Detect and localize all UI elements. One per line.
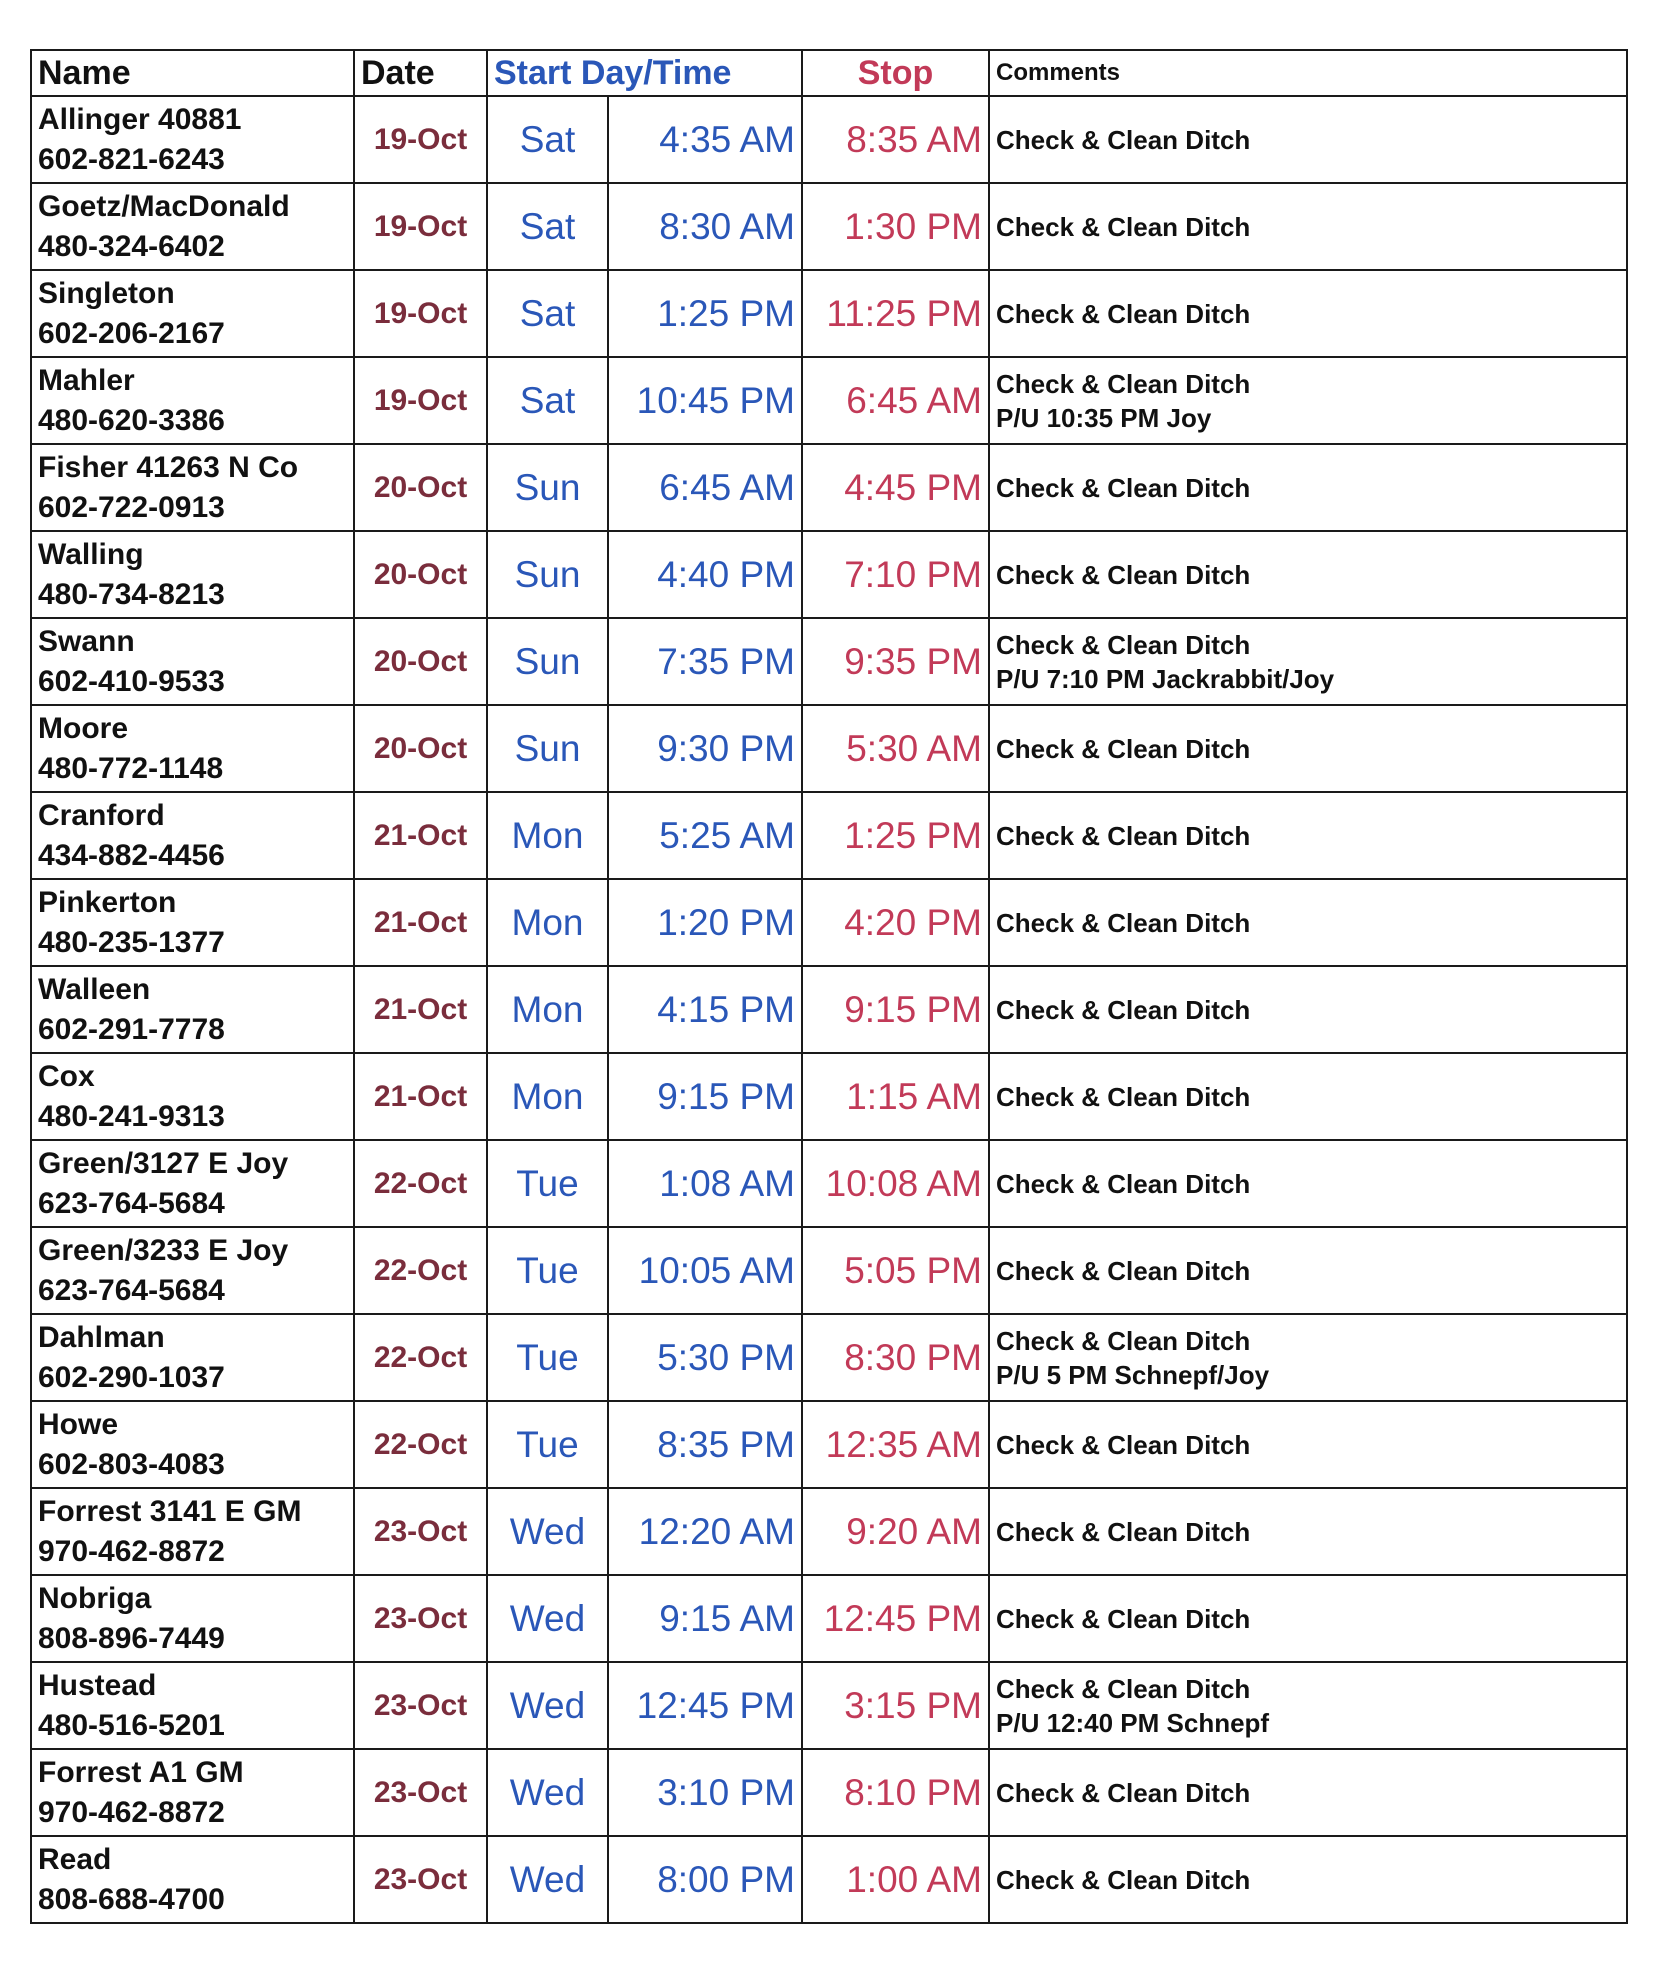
- date-cell: 22-Oct: [354, 1140, 487, 1227]
- customer-phone: 480-241-9313: [38, 1099, 225, 1133]
- stop-time-cell: 11:25 PM: [802, 270, 989, 357]
- start-time-cell: 10:45 PM: [608, 357, 802, 444]
- comment-text: Check & Clean Ditch: [996, 559, 1251, 590]
- stop-time-cell: 9:20 AM: [802, 1488, 989, 1575]
- comment-text: Check & Clean Ditch: [996, 1325, 1251, 1356]
- name-cell: [31, 618, 354, 705]
- pickup-note: P/U 12:40 PM Schnepf: [996, 1707, 1270, 1738]
- comment-text: Check & Clean Ditch: [996, 124, 1251, 155]
- stop-time-cell: 9:35 PM: [802, 618, 989, 705]
- table-row: [31, 444, 1627, 531]
- table-row: [31, 1140, 1627, 1227]
- table-row: [31, 792, 1627, 879]
- comments-cell: [989, 1314, 1627, 1401]
- stop-time-cell: 12:35 AM: [802, 1401, 989, 1488]
- stop-time-cell: 8:35 AM: [802, 96, 989, 183]
- date-cell: 22-Oct: [354, 1401, 487, 1488]
- start-day-cell: Wed: [487, 1749, 608, 1836]
- name-cell: [31, 444, 354, 531]
- stop-time-cell: 1:30 PM: [802, 183, 989, 270]
- customer-phone: 602-722-0913: [38, 490, 225, 524]
- name-cell: [31, 1227, 354, 1314]
- customer-phone: 434-882-4456: [38, 838, 225, 872]
- table-row: [31, 1314, 1627, 1401]
- start-day-cell: Mon: [487, 966, 608, 1053]
- customer-name: Singleton: [38, 276, 175, 310]
- customer-name: Cox: [38, 1059, 95, 1093]
- comments-cell: [989, 1749, 1627, 1836]
- start-time-cell: 7:35 PM: [608, 618, 802, 705]
- name-cell: [31, 270, 354, 357]
- comment-text: Check & Clean Ditch: [996, 1673, 1251, 1704]
- name-cell: [31, 705, 354, 792]
- table-row: [31, 1575, 1627, 1662]
- start-day-cell: Wed: [487, 1488, 608, 1575]
- comment-text: Check & Clean Ditch: [996, 368, 1251, 399]
- header-row: [31, 50, 1627, 96]
- column-header-name: Name: [31, 50, 354, 96]
- start-time-cell: 4:15 PM: [608, 966, 802, 1053]
- customer-phone: 623-764-5684: [38, 1186, 225, 1220]
- start-time-cell: 9:30 PM: [608, 705, 802, 792]
- customer-name: Goetz/MacDonald: [38, 189, 290, 223]
- pickup-note: P/U 10:35 PM Joy: [996, 402, 1212, 433]
- customer-phone: 602-803-4083: [38, 1447, 225, 1481]
- start-day-cell: Mon: [487, 879, 608, 966]
- stop-time-cell: 4:20 PM: [802, 879, 989, 966]
- stop-time-cell: 4:45 PM: [802, 444, 989, 531]
- customer-phone: 480-772-1148: [38, 751, 224, 785]
- start-day-cell: Sun: [487, 705, 608, 792]
- date-cell: 23-Oct: [354, 1749, 487, 1836]
- date-cell: 19-Oct: [354, 96, 487, 183]
- start-time-cell: 8:00 PM: [608, 1836, 802, 1923]
- comments-cell: [989, 966, 1627, 1053]
- date-cell: 21-Oct: [354, 792, 487, 879]
- start-time-cell: 6:45 AM: [608, 444, 802, 531]
- start-time-cell: 4:40 PM: [608, 531, 802, 618]
- table-row: [31, 183, 1627, 270]
- start-day-cell: Tue: [487, 1140, 608, 1227]
- start-time-cell: 8:30 AM: [608, 183, 802, 270]
- comment-text: Check & Clean Ditch: [996, 472, 1251, 503]
- stop-time-cell: 1:25 PM: [802, 792, 989, 879]
- stop-time-cell: 8:10 PM: [802, 1749, 989, 1836]
- stop-time-cell: 8:30 PM: [802, 1314, 989, 1401]
- start-time-cell: 1:08 AM: [608, 1140, 802, 1227]
- name-cell: [31, 1662, 354, 1749]
- start-day-cell: Mon: [487, 792, 608, 879]
- table-row: [31, 1749, 1627, 1836]
- comment-text: Check & Clean Ditch: [996, 1864, 1251, 1895]
- date-cell: 22-Oct: [354, 1227, 487, 1314]
- name-cell: [31, 1836, 354, 1923]
- customer-phone: 480-235-1377: [38, 925, 225, 959]
- name-cell: [31, 96, 354, 183]
- comments-cell: [989, 705, 1627, 792]
- comment-text: Check & Clean Ditch: [996, 907, 1251, 938]
- start-time-cell: 9:15 PM: [608, 1053, 802, 1140]
- date-cell: 19-Oct: [354, 357, 487, 444]
- start-time-cell: 5:25 AM: [608, 792, 802, 879]
- table-header: [31, 50, 1627, 96]
- comments-cell: [989, 96, 1627, 183]
- customer-phone: 808-896-7449: [38, 1621, 225, 1655]
- comment-text: Check & Clean Ditch: [996, 1081, 1251, 1112]
- comment-text: Check & Clean Ditch: [996, 1603, 1251, 1634]
- table-row: [31, 531, 1627, 618]
- start-day-cell: Sat: [487, 270, 608, 357]
- start-day-cell: Tue: [487, 1401, 608, 1488]
- customer-phone: 623-764-5684: [38, 1273, 225, 1307]
- date-cell: 22-Oct: [354, 1314, 487, 1401]
- customer-name: Green/3233 E Joy: [38, 1233, 289, 1267]
- table-row: [31, 357, 1627, 444]
- date-cell: 23-Oct: [354, 1575, 487, 1662]
- date-cell: 23-Oct: [354, 1836, 487, 1923]
- comments-cell: [989, 1836, 1627, 1923]
- name-cell: [31, 1749, 354, 1836]
- stop-time-cell: 1:15 AM: [802, 1053, 989, 1140]
- comments-cell: [989, 792, 1627, 879]
- comments-cell: [989, 357, 1627, 444]
- stop-time-cell: 6:45 AM: [802, 357, 989, 444]
- customer-phone: 480-734-8213: [38, 577, 225, 611]
- date-cell: 21-Oct: [354, 1053, 487, 1140]
- start-day-cell: Sat: [487, 357, 608, 444]
- start-day-cell: Sun: [487, 618, 608, 705]
- table-row: [31, 1053, 1627, 1140]
- name-cell: [31, 1401, 354, 1488]
- customer-name: Forrest A1 GM: [38, 1755, 244, 1789]
- name-cell: [31, 792, 354, 879]
- table-body: [31, 96, 1627, 1923]
- start-day-cell: Wed: [487, 1662, 608, 1749]
- customer-name: Forrest 3141 E GM: [38, 1494, 302, 1528]
- customer-name: Walling: [38, 537, 144, 571]
- comments-cell: [989, 1575, 1627, 1662]
- start-day-cell: Tue: [487, 1227, 608, 1314]
- start-time-cell: 5:30 PM: [608, 1314, 802, 1401]
- comments-cell: [989, 1053, 1627, 1140]
- stop-time-cell: 10:08 AM: [802, 1140, 989, 1227]
- customer-phone: 602-821-6243: [38, 142, 225, 176]
- comments-cell: [989, 531, 1627, 618]
- customer-name: Pinkerton: [38, 885, 177, 919]
- table-row: [31, 705, 1627, 792]
- comment-text: Check & Clean Ditch: [996, 211, 1251, 242]
- name-cell: [31, 966, 354, 1053]
- stop-time-cell: 1:00 AM: [802, 1836, 989, 1923]
- pickup-note: P/U 7:10 PM Jackrabbit/Joy: [996, 663, 1335, 694]
- name-cell: [31, 879, 354, 966]
- stop-time-cell: 7:10 PM: [802, 531, 989, 618]
- customer-phone: 602-206-2167: [38, 316, 225, 350]
- stop-time-cell: 3:15 PM: [802, 1662, 989, 1749]
- customer-phone: 480-620-3386: [38, 403, 225, 437]
- column-header-start: Start Day/Time: [487, 50, 802, 96]
- stop-time-cell: 9:15 PM: [802, 966, 989, 1053]
- customer-phone: 808-688-4700: [38, 1882, 225, 1916]
- comments-cell: [989, 1488, 1627, 1575]
- name-cell: [31, 183, 354, 270]
- start-time-cell: 12:20 AM: [608, 1488, 802, 1575]
- start-day-cell: Wed: [487, 1836, 608, 1923]
- comments-cell: [989, 618, 1627, 705]
- date-cell: 20-Oct: [354, 705, 487, 792]
- customer-name: Mahler: [38, 363, 135, 397]
- pickup-note: P/U 5 PM Schnepf/Joy: [996, 1359, 1270, 1390]
- customer-name: Fisher 41263 N Co: [38, 450, 299, 484]
- customer-phone: 480-516-5201: [38, 1708, 225, 1742]
- stop-time-cell: 12:45 PM: [802, 1575, 989, 1662]
- customer-phone: 970-462-8872: [38, 1534, 225, 1568]
- customer-name: Allinger 40881: [38, 102, 242, 136]
- name-cell: [31, 1314, 354, 1401]
- start-time-cell: 4:35 AM: [608, 96, 802, 183]
- customer-phone: 602-290-1037: [38, 1360, 225, 1394]
- date-cell: 20-Oct: [354, 444, 487, 531]
- start-day-cell: Sun: [487, 531, 608, 618]
- start-time-cell: 12:45 PM: [608, 1662, 802, 1749]
- comment-text: Check & Clean Ditch: [996, 994, 1251, 1025]
- column-header-comments: Comments: [989, 50, 1627, 96]
- start-day-cell: Wed: [487, 1575, 608, 1662]
- table-row: [31, 1401, 1627, 1488]
- table-row: [31, 1488, 1627, 1575]
- customer-phone: 480-324-6402: [38, 229, 225, 263]
- comment-text: Check & Clean Ditch: [996, 733, 1251, 764]
- column-header-date: Date: [354, 50, 487, 96]
- date-cell: 23-Oct: [354, 1488, 487, 1575]
- customer-phone: 602-410-9533: [38, 664, 225, 698]
- comment-text: Check & Clean Ditch: [996, 820, 1251, 851]
- column-header-stop: Stop: [802, 50, 989, 96]
- customer-phone: 970-462-8872: [38, 1795, 225, 1829]
- start-time-cell: 1:20 PM: [608, 879, 802, 966]
- name-cell: [31, 1575, 354, 1662]
- table-row: [31, 879, 1627, 966]
- start-time-cell: 3:10 PM: [608, 1749, 802, 1836]
- comment-text: Check & Clean Ditch: [996, 1168, 1251, 1199]
- customer-name: Moore: [38, 711, 128, 745]
- name-cell: [31, 1140, 354, 1227]
- date-cell: 19-Oct: [354, 183, 487, 270]
- date-cell: 23-Oct: [354, 1662, 487, 1749]
- start-time-cell: 10:05 AM: [608, 1227, 802, 1314]
- start-time-cell: 9:15 AM: [608, 1575, 802, 1662]
- start-day-cell: Mon: [487, 1053, 608, 1140]
- table-row: [31, 1662, 1627, 1749]
- start-day-cell: Sat: [487, 96, 608, 183]
- comment-text: Check & Clean Ditch: [996, 1777, 1251, 1808]
- comment-text: Check & Clean Ditch: [996, 629, 1251, 660]
- table-row: [31, 1227, 1627, 1314]
- customer-name: Howe: [38, 1407, 119, 1441]
- table-row: [31, 618, 1627, 705]
- name-cell: [31, 1053, 354, 1140]
- table-row: [31, 270, 1627, 357]
- comments-cell: [989, 270, 1627, 357]
- date-cell: 19-Oct: [354, 270, 487, 357]
- comments-cell: [989, 444, 1627, 531]
- comments-cell: [989, 1140, 1627, 1227]
- customer-phone: 602-291-7778: [38, 1012, 225, 1046]
- comments-cell: [989, 1401, 1627, 1488]
- start-time-cell: 1:25 PM: [608, 270, 802, 357]
- date-cell: 20-Oct: [354, 618, 487, 705]
- date-cell: 20-Oct: [354, 531, 487, 618]
- comments-cell: [989, 1227, 1627, 1314]
- start-day-cell: Tue: [487, 1314, 608, 1401]
- comment-text: Check & Clean Ditch: [996, 298, 1251, 329]
- comments-cell: [989, 879, 1627, 966]
- comments-cell: [989, 183, 1627, 270]
- start-time-cell: 8:35 PM: [608, 1401, 802, 1488]
- date-cell: 21-Oct: [354, 879, 487, 966]
- customer-name: Nobriga: [38, 1581, 152, 1615]
- date-cell: 21-Oct: [354, 966, 487, 1053]
- comment-text: Check & Clean Ditch: [996, 1429, 1251, 1460]
- comments-cell: [989, 1662, 1627, 1749]
- stop-time-cell: 5:30 AM: [802, 705, 989, 792]
- customer-name: Cranford: [38, 798, 165, 832]
- comment-text: Check & Clean Ditch: [996, 1255, 1251, 1286]
- table-row: [31, 1836, 1627, 1923]
- customer-name: Green/3127 E Joy: [38, 1146, 289, 1180]
- irrigation-schedule-table: [30, 49, 1628, 1924]
- table-row: [31, 966, 1627, 1053]
- start-day-cell: Sun: [487, 444, 608, 531]
- name-cell: [31, 357, 354, 444]
- table-row: [31, 96, 1627, 183]
- customer-name: Swann: [38, 624, 135, 658]
- customer-name: Read: [38, 1842, 112, 1876]
- customer-name: Walleen: [38, 972, 151, 1006]
- start-day-cell: Sat: [487, 183, 608, 270]
- comment-text: Check & Clean Ditch: [996, 1516, 1251, 1547]
- customer-name: Hustead: [38, 1668, 157, 1702]
- customer-name: Dahlman: [38, 1320, 165, 1354]
- name-cell: [31, 531, 354, 618]
- name-cell: [31, 1488, 354, 1575]
- stop-time-cell: 5:05 PM: [802, 1227, 989, 1314]
